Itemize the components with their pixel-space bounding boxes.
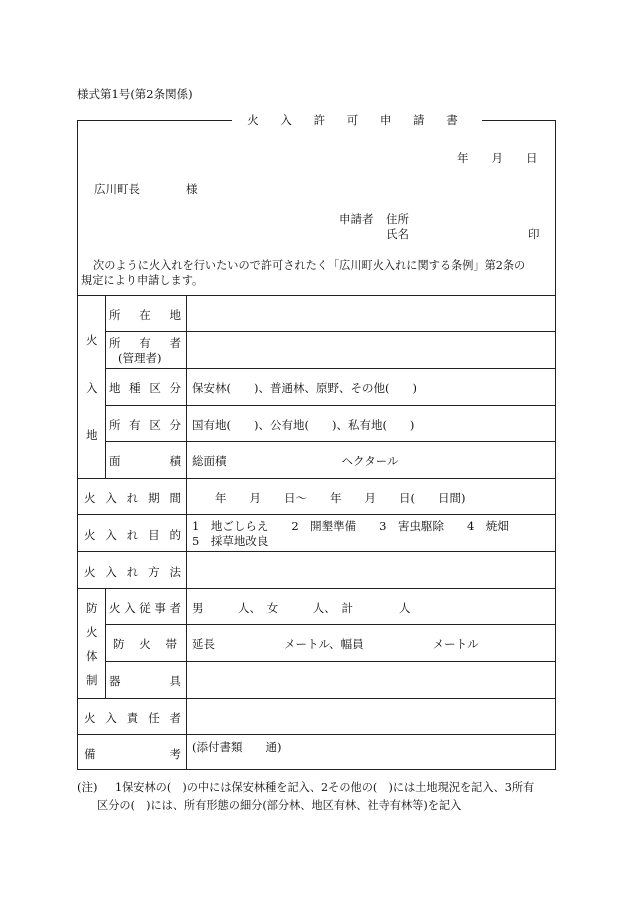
date-line: 年 月 日 [457,151,538,165]
ownership-type-label: 所 有 区 分 [109,418,181,432]
burn-purpose-line-2: 5 採草地改良 [192,534,269,548]
note-line-1: 1保安林の( )の中には保安林種を記入、2その他の( )には土地現況を記入、3所有 [115,781,535,794]
fire-group-label-3: 体 [86,649,98,663]
location-label: 所 在 地 [109,308,181,322]
firebreak-value: 延長 メートル、幅員 メートル [192,637,479,651]
area-value: 総面積 ヘクタール [192,454,399,468]
burn-purpose-label: 火 入 れ 目 的 [84,528,181,542]
area-label: 面 積 [109,454,181,468]
form-title: 火 入 許 可 申 請 書 [247,113,467,127]
workers-label: 火 入 従 事 者 [109,601,181,615]
firebreak-label: 防 火 帯 [113,637,177,651]
land-type-label: 地 種 区 分 [109,381,181,395]
site-group-label-3: 地 [86,428,98,442]
burn-method-label: 火 入 れ 方 法 [84,565,181,579]
applicant-address-label: 住所 [386,212,409,226]
ownership-type-value: 国有地( )、公有地( )、私有地( ) [192,418,415,432]
seal-mark: 印 [528,227,540,241]
workers-value: 男 人、 女 人、 計 人 [192,601,411,615]
site-group-label-1: 火 [86,333,98,347]
site-group-label-2: 入 [86,381,98,395]
note-line-2: 区分の( )には、所有形態の細分(部分林、地区有林、社寺有林等)を記入 [97,799,462,812]
land-type-value: 保安林( )、普通林、原野、その他( ) [192,381,417,395]
form-number: 様式第1号(第2条関係) [77,87,193,101]
burn-period-label: 火 入 れ 期 間 [84,491,181,505]
fire-group-label-1: 防 [86,601,98,615]
note-prefix: (注) [77,780,98,794]
applicant-name-label: 氏名 [386,227,409,241]
applicant-label: 申請者 [339,212,374,226]
intro-line-1: 次のように火入れを行いたいので許可されたく「広川町火入れに関する条例」第2条の [93,259,526,272]
owner-sublabel: (管理者) [118,351,162,365]
fire-group-label-4: 制 [86,673,98,687]
responsible-person-label: 火 入 責 任 者 [84,711,181,725]
equipment-label: 器 具 [109,674,181,688]
form-title-bar [77,111,556,129]
addressee: 広川町長 様 [94,182,198,196]
burn-period-value: 年 月 日〜 年 月 日( 日間) [192,491,466,505]
remarks-label: 備 考 [84,747,181,761]
owner-label: 所 有 者 [109,336,181,350]
intro-line-2: 規定により申請します。 [81,274,204,287]
burn-purpose-line-1: 1 地ごしらえ 2 開墾準備 3 害虫駆除 4 焼畑 [192,519,509,533]
remarks-value: (添付書類 通) [192,740,282,754]
fire-group-label-2: 火 [86,625,98,639]
